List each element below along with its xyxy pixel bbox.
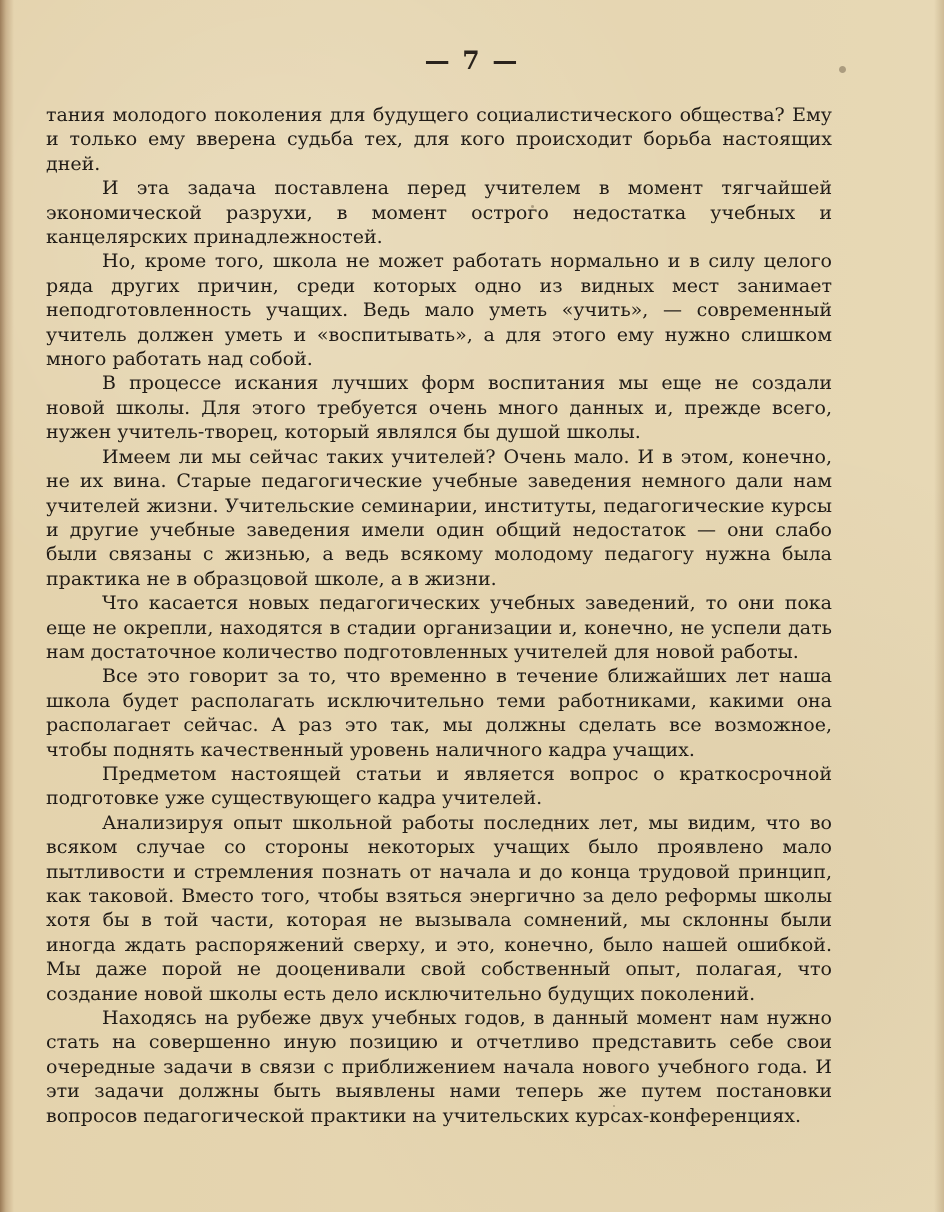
paragraph-6: Что касается новых педагогических учебных заведений, то они пока еще не окрепли, находятся в стадии организации и, конечно, не успели дать нам достаточное количество подготовленных учителей для новой работы.: [46, 592, 832, 663]
paper-speck: [531, 205, 534, 208]
paragraph-4: В процессе искания лучших форм воспитания мы еще не создали новой школы. Для этого требуется очень много данных и, прежде всего, нужен учитель-творец, который являлся бы душой школы.: [46, 372, 832, 444]
paragraph-3: Но, кроме того, школа не может работать нормально и в силу целого ряда других причин, среди которых одно из видных мест занимает неподготовленность учащих. Ведь мало уметь «учить», — современный учитель должен уметь и «воспитывать», а для этого ему нужно слишком много работать над собой.: [46, 250, 832, 371]
paper-speck: [839, 66, 846, 73]
paragraph-10: Находясь на рубеже двух учебных годов, в данный момент нам нужно стать на совершенно иную позицию и отчетливо представить себе свои очередные задачи в связи с приближением начала нового учебного года. И эти задачи должны быть выявлены нами теперь же путем постановки вопросов педагогической практики на учительских курсах-конференциях.: [46, 1007, 832, 1127]
paragraph-8: Предметом настоящей статьи и является вопрос о краткосрочной подготовке уже существующего кадра учителей.: [46, 762, 832, 810]
paragraph-5: Имеем ли мы сейчас таких учителей? Очень мало. И в этом, конечно, не их вина. Старые педагогические учебные заведения немного дали нам учителей жизни. Учительские семинарии, институты, педагогические курсы и другие учебные заведения имели один общий недостаток — они слабо были связаны с жизнью, а ведь всякому молодому педагогу нужна была практика не в образцовой школе, а в жизни.: [46, 445, 832, 590]
paragraph-1: тания молодого поколения для будущего социалистического общества? Ему и только ему вверена судьба тех, для кого происходит борьба настоящих дней.: [46, 104, 832, 175]
paper-speck: [613, 1105, 615, 1107]
page-number: — 7 —: [424, 46, 520, 75]
paragraph-9: Анализируя опыт школьной работы последних лет, мы видим, что во всяком случае со стороны некоторых учащих было проявлено мало пытливости и стремления познать от начала и до конца трудовой принцип, как таковой. Вместо того, чтобы взяться энергично за дело реформы школы хотя бы в той части, которая не вызывала сомнений, мы склонны были иногда ждать распоряжений сверху, и это, конечно, было нашей ошибкой. Мы даже порой не дооценивали свой собственный опыт, полагая, что создание новой школы есть дело исключительно будущих поколений.: [46, 811, 832, 1005]
paragraph-2: И эта задача поставлена перед учителем в момент тягчайшей экономической разрухи, в момент острого недостатка учебных и канцелярских принадлежностей.: [46, 177, 832, 249]
body-text: [46, 103, 832, 1128]
paragraph-7: Все это говорит за то, что временно в течение ближайших лет наша школа будет располагать исключительно теми работниками, какими она располагает сейчас. А раз это так, мы должны сделать все возможное, чтобы поднять качественный уровень наличного кадра учащих.: [46, 665, 832, 761]
